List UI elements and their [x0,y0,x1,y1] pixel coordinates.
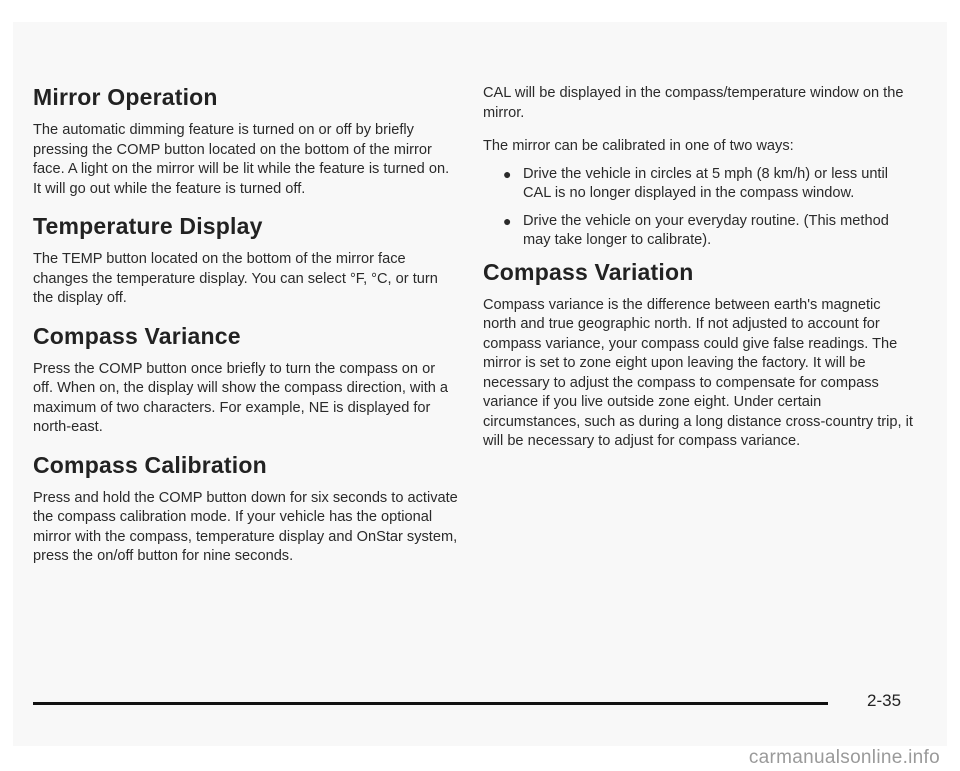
page-number: 2-35 [867,691,902,710]
paragraph-cal-displayed: CAL will be displayed in the compass/temperature window on the mirror. [483,85,904,121]
paragraph-mirror-operation: The automatic dimming feature is turned on or off by briefly pressing the COMP button located on the bottom of the mirror face. A light on the mirror will be lit while the feature is turned on. It will go out while the feature is turned off. [33,122,450,197]
heading-temperature-display: Temperature Display [33,213,263,239]
paragraph-compass-calibration: Press and hold the COMP button down for six seconds to activate the compass calibration mode. If your vehicle has the optional mirror with the compass, temperature display and OnStar system, press the on/off button for nine seconds. [33,489,458,564]
list-item [503,165,913,204]
heading-mirror-operation: Mirror Operation [33,84,218,110]
list-item [503,212,913,251]
bullet-icon: ● [503,212,512,229]
watermark-link[interactable]: carmanualsonline.info [748,747,940,768]
list-item-text: Drive the vehicle in circles at 5 mph (8 km/h) or less until CAL is no longer displayed in the compass window. [523,165,888,201]
heading-compass-calibration: Compass Calibration [33,451,267,478]
paragraph-calibration-ways: The mirror can be calibrated in one of two ways: [483,138,794,154]
paragraph-compass-variation: Compass variance is the difference between earth's magnetic north and true geographic north. If not adjusted to account for compass variance, your compass could give false readings. The mirror is set to zone eight upon leaving the factory. It will be necessary to adjust the compass to compensate for compass variance if you live outside zone eight. Under certain circumstances, such as during a long distance cross-country trip, it will be necessary to adjust for compass variance. [483,296,913,449]
bullet-icon: ● [503,165,512,182]
footer-rule [33,702,828,705]
right-column [483,84,913,466]
heading-compass-variance: Compass Variance [33,322,241,349]
calibration-methods-list [483,165,913,251]
list-item-text: Drive the vehicle on your everyday routine. (This method may take longer to calibrate). [523,212,889,248]
paragraph-temperature-display: The TEMP button located on the bottom of the mirror face changes the temperature display. You can select °F, °C, or turn the display off. [33,251,438,306]
paragraph-compass-variance: Press the COMP button once briefly to turn the compass on or off. When on, the display will show the compass direction, with a maximum of two characters. For example, NE is displayed for north-east. [33,360,449,435]
left-column [33,84,458,581]
heading-compass-variation: Compass Variation [483,258,694,285]
